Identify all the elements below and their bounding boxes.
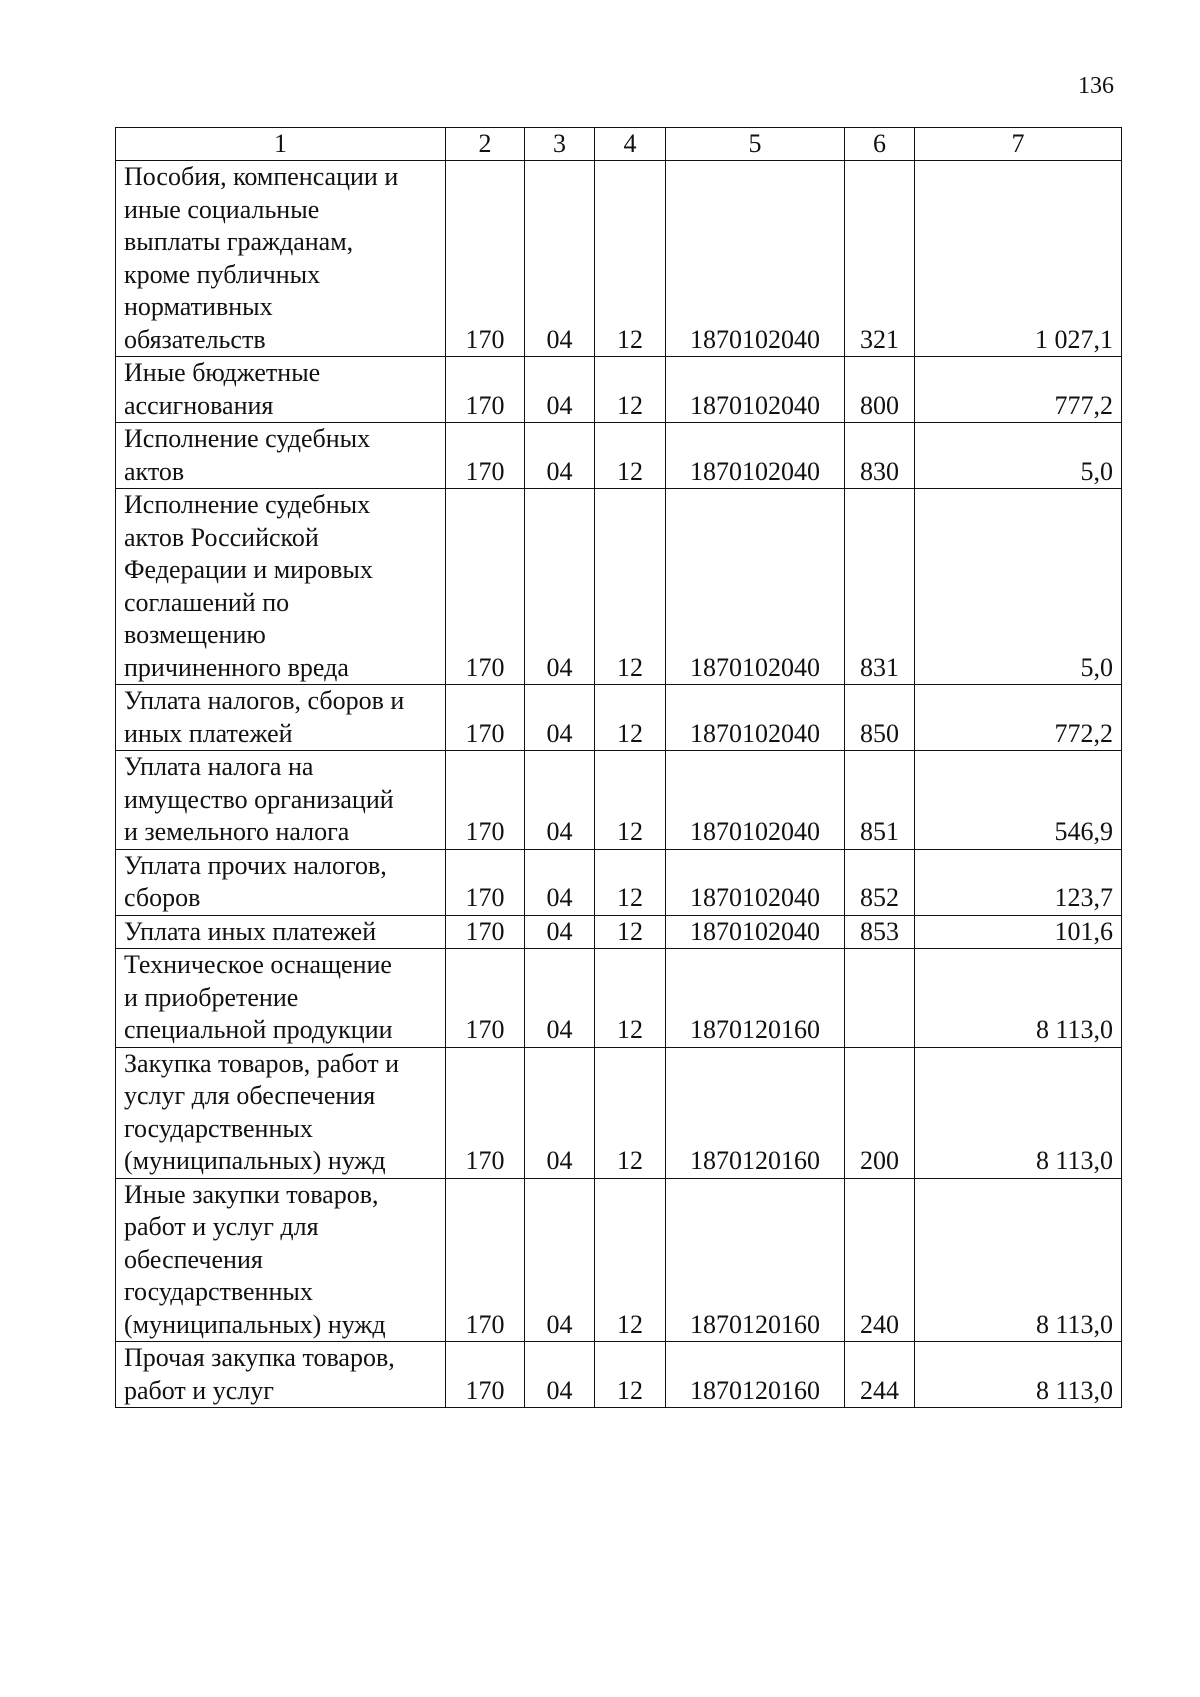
subsection2-code-cell: 12 [595,949,666,1048]
subsection-code-cell: 04 [525,161,595,357]
subsection2-code-cell: 12 [595,1047,666,1178]
row-name-line: выплаты гражданам, [124,227,354,256]
row-name-line: работ и услуг [124,1375,274,1405]
row-name-line: нормативных [124,292,273,321]
table-row [116,1047,1122,1178]
target-article-cell: 1870120160 [666,949,845,1048]
row-name-cell [116,489,446,685]
subsection-code-cell: 04 [525,751,595,850]
expense-type-cell: 852 [845,849,915,915]
target-article-cell: 1870120160 [666,1178,845,1342]
subsection-code-cell: 04 [525,489,595,685]
row-name-line: актов Российской [124,522,319,552]
section-code-cell: 170 [446,849,525,915]
column-header: 6 [845,128,915,161]
row-name-line: Прочая закупка товаров, [124,1343,395,1372]
table-row [116,915,1122,949]
row-name-line: Уплата иных платежей [124,916,377,946]
target-article-cell: 1870120160 [666,1342,845,1408]
row-name-line: Исполнение судебных [124,490,371,519]
row-name-line: иные социальные [124,194,320,224]
table-row [116,489,1122,685]
expense-type-cell: 200 [845,1047,915,1178]
subsection-code-cell: 04 [525,423,595,489]
row-name-cell [116,751,446,850]
row-name-line: Исполнение судебных [124,424,371,453]
row-name-line: Уплата налогов, сборов и [124,686,405,715]
row-name-line: и земельного налога [124,817,350,846]
row-name-line: Иные бюджетные [124,358,321,387]
row-name-line: услуг для обеспечения [124,1081,376,1110]
expense-type-cell [845,949,915,1048]
row-name-cell [116,915,446,949]
row-name-cell [116,1178,446,1342]
section-code-cell: 170 [446,949,525,1048]
amount-cell: 8 113,0 [915,1047,1122,1178]
expense-type-cell: 321 [845,161,915,357]
subsection2-code-cell: 12 [595,915,666,949]
amount-cell: 101,6 [915,915,1122,949]
amount-cell: 8 113,0 [915,1342,1122,1408]
row-name-line: государственных [124,1113,313,1143]
row-name-line: Пособия, компенсации и [124,162,399,191]
amount-cell: 123,7 [915,849,1122,915]
row-name-line: соглашений по [124,587,290,617]
row-name-line: имущество организаций [124,784,394,814]
row-name-line: (муниципальных) нужд [124,1146,386,1175]
row-name-line: специальной продукции [124,1015,393,1044]
target-article-cell: 1870102040 [666,423,845,489]
table-row [116,751,1122,850]
table-row [116,1342,1122,1408]
subsection-code-cell: 04 [525,849,595,915]
row-name-cell [116,1342,446,1408]
row-name-cell [116,161,446,357]
subsection-code-cell: 04 [525,949,595,1048]
section-code-cell: 170 [446,1047,525,1178]
subsection2-code-cell: 12 [595,1178,666,1342]
row-name-line: Иные закупки товаров, [124,1179,379,1209]
amount-cell: 8 113,0 [915,949,1122,1048]
target-article-cell: 1870102040 [666,685,845,751]
expense-type-cell: 851 [845,751,915,850]
amount-cell: 5,0 [915,423,1122,489]
column-header: 2 [446,128,525,161]
section-code-cell: 170 [446,751,525,850]
subsection-code-cell: 04 [525,915,595,949]
amount-cell: 8 113,0 [915,1178,1122,1342]
section-code-cell: 170 [446,489,525,685]
row-name-line: Уплата налога на [124,752,314,781]
column-header: 5 [666,128,845,161]
table-row [116,161,1122,357]
subsection-code-cell: 04 [525,1178,595,1342]
row-name-cell [116,685,446,751]
table-row [116,949,1122,1048]
row-name-line: Уплата прочих налогов, [124,850,387,880]
row-name-line: обеспечения [124,1244,263,1274]
row-name-line: Техническое оснащение [124,950,392,979]
subsection2-code-cell: 12 [595,161,666,357]
row-name-line: сборов [124,883,201,912]
row-name-line: обязательств [124,324,266,354]
column-header: 3 [525,128,595,161]
section-code-cell: 170 [446,1342,525,1408]
page-number: 136 [1078,73,1114,99]
header-row [116,128,1122,161]
subsection2-code-cell: 12 [595,1342,666,1408]
expense-type-cell: 244 [845,1342,915,1408]
target-article-cell: 1870102040 [666,915,845,949]
row-name-cell [116,849,446,915]
target-article-cell: 1870102040 [666,849,845,915]
row-name-line: кроме публичных [124,259,321,289]
column-header: 7 [915,128,1122,161]
expense-type-cell: 240 [845,1178,915,1342]
expense-type-cell: 800 [845,357,915,423]
section-code-cell: 170 [446,915,525,949]
subsection2-code-cell: 12 [595,489,666,685]
subsection2-code-cell: 12 [595,849,666,915]
amount-cell: 1 027,1 [915,161,1122,357]
section-code-cell: 170 [446,423,525,489]
subsection-code-cell: 04 [525,1047,595,1178]
section-code-cell: 170 [446,161,525,357]
target-article-cell: 1870120160 [666,1047,845,1178]
subsection2-code-cell: 12 [595,423,666,489]
row-name-cell [116,1047,446,1178]
amount-cell: 777,2 [915,357,1122,423]
subsection2-code-cell: 12 [595,685,666,751]
column-header: 1 [116,128,446,161]
subsection2-code-cell: 12 [595,357,666,423]
column-header: 4 [595,128,666,161]
row-name-line: Федерации и мировых [124,555,373,584]
amount-cell: 5,0 [915,489,1122,685]
subsection-code-cell: 04 [525,357,595,423]
section-code-cell: 170 [446,1178,525,1342]
row-name-cell [116,423,446,489]
row-name-line: причиненного вреда [124,652,349,682]
target-article-cell: 1870102040 [666,161,845,357]
section-code-cell: 170 [446,685,525,751]
budget-table [115,127,1122,1408]
expense-type-cell: 831 [845,489,915,685]
table-row [116,357,1122,423]
target-article-cell: 1870102040 [666,489,845,685]
table-row [116,423,1122,489]
row-name-cell [116,357,446,423]
row-name-line: ассигнования [124,390,274,420]
target-article-cell: 1870102040 [666,751,845,850]
row-name-cell [116,949,446,1048]
target-article-cell: 1870102040 [666,357,845,423]
expense-type-cell: 853 [845,915,915,949]
row-name-line: иных платежей [124,718,293,748]
row-name-line: актов [124,456,185,486]
subsection-code-cell: 04 [525,685,595,751]
row-name-line: возмещению [124,620,266,649]
amount-cell: 546,9 [915,751,1122,850]
table-row [116,849,1122,915]
amount-cell: 772,2 [915,685,1122,751]
expense-type-cell: 830 [845,423,915,489]
row-name-line: работ и услуг для [124,1212,319,1241]
table-body [116,161,1122,1408]
row-name-line: государственных [124,1277,313,1306]
row-name-line: Закупка товаров, работ и [124,1048,399,1078]
row-name-line: (муниципальных) нужд [124,1309,386,1339]
row-name-line: и приобретение [124,982,299,1012]
section-code-cell: 170 [446,357,525,423]
table-row [116,685,1122,751]
table-row [116,1178,1122,1342]
subsection-code-cell: 04 [525,1342,595,1408]
subsection2-code-cell: 12 [595,751,666,850]
expense-type-cell: 850 [845,685,915,751]
